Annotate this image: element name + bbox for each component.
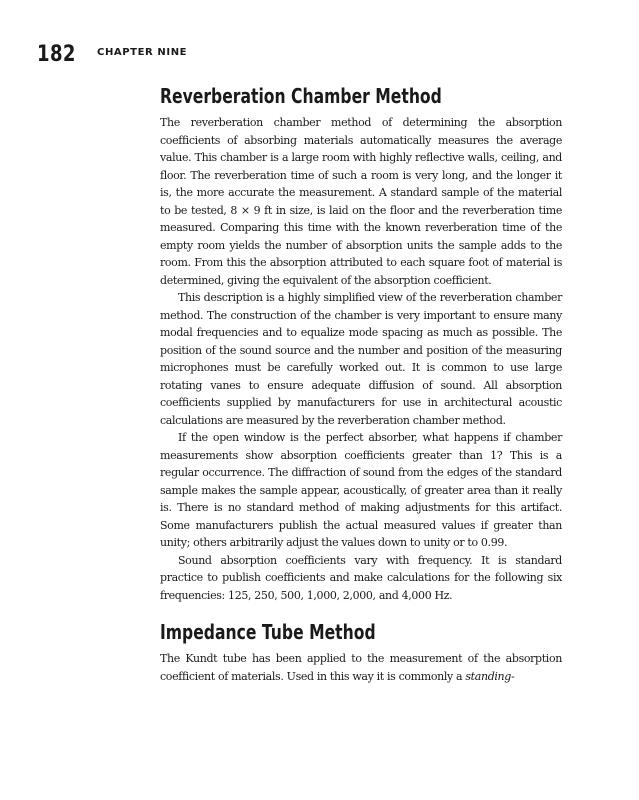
page-number: 182 bbox=[37, 42, 76, 67]
paragraph-3: If the open window is the perfect absorber, what happens if chamber measurements show absorption coefficients greater than 1? This is a regular occurrence. The diffraction of sound from the edges of the standard sample makes the sample appear, acoustically, of greater area than it really is. There is no standard method of making adjustments for this artifact. Some manufacturers publish the actual measured values if greater than unity; others arbitrarily adjust the values down to unity or to 0.99. bbox=[160, 431, 562, 549]
paragraph-5-text: The Kundt tube has been applied to the measurement of the absorption coefficient of materials. Used in this way it is commonly a bbox=[160, 652, 562, 683]
paragraph-4: Sound absorption coefficients vary with frequency. It is standard practice to publish coefficients and make calculations for the following six frequencies: 125, 250, 500, 1,000, 2,000, and 4,000 Hz. bbox=[160, 553, 562, 602]
paragraph-5 bbox=[160, 650, 562, 685]
paragraph-5-italic: standing- bbox=[465, 669, 515, 683]
page-body bbox=[160, 84, 562, 685]
paragraph-1: The reverberation chamber method of determining the absorption coefficients of absorbing materials automatically measures the average value. This chamber is a large room with highly reflective walls, ceiling, and floor. The reverberation time of such a room is very long, and the longer it is, the more accurate the measurement. A standard sample of the material to be tested, 8 × 9 ft in size, is laid on the floor and the reverberation time measured. Comparing this time with the known reverberation time of the empty room yields the number of absorption units the sample adds to the room. From this the absorption attributed to each square foot of material is determined, giving the equivalent of the absorption coefficient. bbox=[160, 116, 562, 287]
paragraph-2: This description is a highly simplified view of the reverberation chamber method. The construction of the chamber is very important to ensure many modal frequencies and to equalize mode spacing as much as possible. The position of the sound source and the number and position of the measuring microphones must be carefully worked out. It is common to use large rotating vanes to ensure adequate diffusion of sound. All absorption coefficients supplied by manufacturers for use in architectural acoustic calculations are measured by the reverberation chamber method. bbox=[160, 291, 562, 427]
section-heading-impedance: Impedance Tube Method bbox=[160, 620, 376, 644]
section-heading-reverberation: Reverberation Chamber Method bbox=[160, 84, 442, 108]
chapter-label: CHAPTER NINE bbox=[97, 47, 188, 58]
